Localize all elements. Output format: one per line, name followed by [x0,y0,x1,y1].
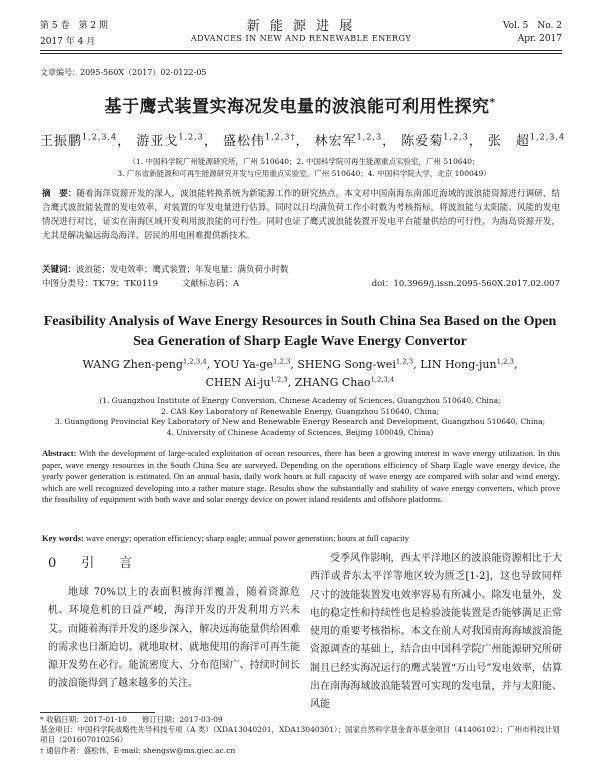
body-right-column: 受季风作影响，西太平洋地区的波浪能资源相比于大西洋或者东太平洋等地区较为匮乏[1-2]，这也导致同样尺寸的波能装置发电效率容易有所减小。除发电量外，发电的稳定性和持续性也是检验波能装置是否能够满足正常使用的重要考核指标。本文在前人对我国南海海域波浪能资源调查的基础上，结合由中国科学院广州能源研究所研制且已经实海况运行的鹰式装置“万山号”发电效率，估算出在南海海域波浪能装置可实现的发电量，并与太阳能、风能 [310,553,562,711]
header-journal-cn: 新 能 源 进 展 [246,19,356,34]
author-cn: 游亚戈$^{1,2,3}$ [136,132,204,149]
header-volume: Vol. 5 No. 2 [502,21,562,31]
affiliation-en-line: 2. CAS Key Laboratory of Renewable Energy, Guangzhou 510640, China; [161,406,439,416]
classification-line [42,277,560,289]
affiliation-cn-line: （1. 中国科学院广州能源研究所，广州 510640；2. 中国科学院可再生能源重点实验室，广州 510640； [128,157,480,166]
footnote-rule [40,712,155,713]
affiliations-en [44,396,556,438]
affiliation-en-line: 4. University of Chinese Academy of Sciences, Beijing 100049, China) [166,427,434,437]
footnote-funding: 基金项目：中国科学院战略性先导科技专项（A 类）（XDA13040201，XDA13040301）；国家自然科学基金青年基金项目（41406102）；广州市科技计划项目（201607010256） [40,725,560,744]
abstract-en [42,448,560,506]
class-number: 中图分类号：TK79；TK0119 [42,279,158,289]
author-en: LIN Hong-jun$^{1,2,3}$ [420,357,514,371]
section-heading: 0 引 言 [48,556,139,571]
author-en: SHENG Song-wei$^{1,2,3}$ [297,357,414,371]
author-en: WANG Zhen-peng$^{1,2,3,4}$ [82,357,207,371]
author-cn: 张 超$^{1,2,3,4}$ [487,132,566,149]
keywords-cn [42,263,560,275]
author-cn: 陈爱菊$^{1,2,3}$ [401,132,469,149]
author-en: CHEN Ai-ju$^{1,2,3}$ [205,375,288,389]
document-code: 文献标志码：A [182,279,240,289]
body-left-column: 地球 70%以上的表面积被海洋覆盖，随着资源危机、环境危机的日益严峻，海洋开发的开发利用方兴未艾。而随着海洋开发的逐步深入，解决远海能量供给困难的需求也日渐迫切。就地取材、就地使用的海洋可再生能源开发势在必行。能流密度大、分布范围广、持续时间长的波浪能得到了越来越多的关注。 [48,587,300,690]
keywords-en [42,533,560,543]
header-rule-top [40,50,562,51]
abstract-cn [42,187,560,243]
author-en: YOU Ya-ge$^{1,2,3}$ [213,357,291,371]
author-cn: 王振鹏$^{1,2,3,4}$ [40,132,118,149]
authors-cn: 王振鹏$^{1,2,3,4}$， 游亚戈$^{1,2,3}$， 盛松伟$^{1,2,3\dagger}$， 林宏军$^{1,2,3}$， 陈爱菊$^{1,2,3}$， 张 超$^{1,2,3,4}$ [40,132,566,149]
affiliation-cn-line: 3. 广东省新能源和可再生能源研究开发与应用重点实验室，广州 510640；4. 中国科学院大学，北京 100049） [117,169,491,178]
author-cn: 林宏军$^{1,2,3}$ [314,132,383,149]
keywords-en-label: Key words: [42,533,84,543]
footnote-correspondence: † 通信作者：盛松伟，E-mail: shengsw@ms.giec.ac.cn [40,746,236,755]
keywords-cn-label: 关键词： [42,265,77,275]
author-en: ZHANG Chao$^{1,2,3,4}$ [294,375,395,389]
abstract-en-label: Abstract: [42,448,77,458]
doi: doi：10.3969/j.issn.2095-560X.2017.02.007 [371,279,560,289]
footnote-received: * 收稿日期：2017-01-10 修订日期：2017-03-09 [40,715,223,724]
header-date-en: Apr. 2017 [517,34,562,44]
title-en: Feasibility Analysis of Wave Energy Resources in South China Sea Based on the Open Sea Generation of Sharp Eagle Wave Energy Convertor [43,314,557,349]
keywords-cn-text: 波浪能；发电效率；鹰式装置；年发电量；满负荷小时数 [76,265,289,275]
header-date: 2017 年 4 月 [40,37,96,47]
running-header [40,12,562,48]
affiliation-en-line: (1. Guangzhou Institute of Energy Conversion, Chinese Academy of Sciences, Guangzhou 510640, China; [99,396,501,405]
author-cn: 盛松伟$^{1,2,3\dagger}$ [222,132,296,149]
abstract-en-text: With the development of large-scaled exploitation of ocean resources, there has been a growing interest in wave energy utilization. In this paper, wave energy resources in the South China Sea are surveyed. Depending on the operations efficiency of Sharp Eagle wave energy device, the yearly power generation is estimated. On an annual basis, daily work hours at full capacity of wave energy are compared with solar and wind energy, which are well recognized developing into a rather mature stage. Results show the substantially and stability of wave energy converters, which prove the feasibility of equipment with both wave and solar energy device on power island residents and offshore platforms. [42,448,560,504]
keywords-en-text: wave energy; operation efficiency; sharp eagle; annual power generation; hours at full capacity [85,533,409,543]
title-cn-text: 基于鹰式装置实海况发电量的波浪能可利用性探究 [104,97,490,117]
abstract-cn-label: 摘 要： [42,189,77,199]
authors-en: WANG Zhen-peng$^{1,2,3,4}$, YOU Ya-ge$^{1,2,3}$, SHENG Song-wei$^{1,2,3}$, LIN Hong-jun$^{1,2,3}$, CHEN Ai-ju$^{1,2,3}$, ZHANG Chao$^{1,2,3,4}$ [82,357,518,389]
article-number: 文章编号：2095-560X（2017）02-0122-05 [40,68,207,77]
header-rule-bottom [40,53,562,54]
title-cn-mark: * [489,96,496,109]
title-cn [0,92,600,117]
header-issue: 第 5 卷 第 2 期 [40,21,108,31]
header-journal-en: ADVANCES IN NEW AND RENEWABLE ENERGY [190,34,412,43]
abstract-cn-text: 随着海洋资源开发的深入，波浪能转换系统为新能源工作的研究热点。本文对中国南海东南部近海域的波浪能资源进行调研，结合鹰式波浪能装置的发电效率，对装置的年发电量进行估算。同时以日均满负荷工作小时数为考核指标，将波浪能与太阳能、风能的发电情况进行对比，证实在南海区域开发利用波浪能的可行性。同时也证了鹰式波浪能装置开发电平台能量供给的可行性，为海岛资源开发，尤其是解决偏远海岛海洋、居民的用电困难提供新技术。 [42,189,560,241]
affiliation-en-line: 3. Guangdong Provincial Key Laboratory of New and Renewable Energy Research and Development, Guangzhou 510640, China; [54,417,546,426]
